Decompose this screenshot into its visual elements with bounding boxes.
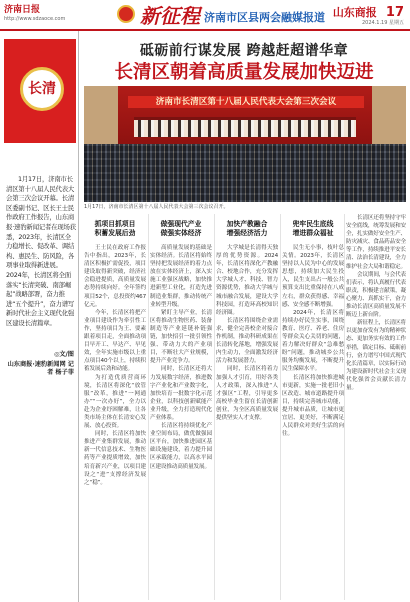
article-paragraph: 长清区将加快推进城市更新，实施一批老旧小区改造、城市道路提升项目，持续完善城市功能，提升城市品质，让城市更宜居、更美好，不断满足人民群众对美好生活的向往。: [282, 374, 344, 438]
column-divider: [344, 214, 345, 600]
paper-name: 山东商报: [332, 6, 377, 19]
district-name: 长清: [28, 81, 56, 97]
article-paragraph: 王士民在政府工作报告中指出，2023年，长清区积极扩需促投，项目建设取得新突破，经济社会稳进提质，高质量发展态势持续向好。全年签约项目52个，总投资约467亿元。: [84, 245, 146, 308]
article-column-1: [84, 214, 146, 600]
article-column-3: [216, 214, 278, 600]
newspaper-logo: [4, 2, 74, 16]
sidebar-intro: 1月17日，济南市长清区第十八届人民代表大会第三次会议开幕。长清区委副书记、区长王士民作政府工作报告，山东商报·速豹新闻记者在现场获悉，2023年，长清区全力稳增长、促改革、调结构、惠民生、防风险，各项事业取得新进展。2024年，长清区将全面落实“长清突破、南部崛起”战略部署，奋力推进“五个提升”，奋力谱写新时代社会主义现代化强区建设长清篇章。: [6, 175, 76, 327]
article-paragraph: 2024年，长清区将持续办好民生实事，围绕教育、医疗、养老、住房等群众关心关切的问题，着力解决好群众“急难愁盼”问题，推动城乡公共服务均衡发展，不断提升民生保障水平。: [282, 309, 344, 373]
website-url: http://www.sdzaoce.com: [4, 16, 66, 22]
photo-banner-text: 济南市长清区第十八届人民代表大会第三次会议: [128, 96, 364, 108]
column-divider: [214, 214, 215, 600]
byline-reporter: 山东商报·速豹新闻网 记者 杨子菲: [7, 361, 74, 376]
page-number: 17: [385, 5, 404, 20]
photo-caption: 1月17日，济南市长清区第十八届人民代表大会第三次会议召开。: [84, 204, 229, 210]
article-paragraph: 高质量发展的基础是实体经济。长清区将始终坚持把发展经济的着力点放在实体经济上，深入实施工业强区战略，加快推进新型工业化，打造先进制造业集群，推动传统产业转型升级。: [150, 245, 212, 308]
district-badge: [20, 67, 64, 111]
logo-text: 济南日报: [4, 5, 41, 15]
section-subhead: 兜牢民生底线 增进群众福祉: [292, 220, 334, 237]
article-paragraph: 为打造优质营商环境，长清区将深化“放管服”改革，推进“一网通办”“一次办好”，全力以赴为企业纾困解难，让各类市场主体在长清安心发展、放心投资。: [84, 374, 146, 430]
article-paragraph: 大学城是长清得天独厚的优势资源。2024年，长清区将深化产教融合、校地合作，充分发挥大学城人才、科技、智力资源优势，推动大学城与城市融合发展，建设大学科技园，打造环高校知识经济圈。: [216, 245, 278, 316]
article-paragraph: 会议期间，与会代表们表示，将认真履行代表职责，积极建言献策，凝心聚力、真抓实干，奋力推动长清区高质量发展不断迈上新台阶。: [346, 271, 406, 319]
article-paragraph: 长清区将围绕企业需求，健全完善校企对接合作机制，推动科研成果在长清转化落地，增强发展内生动力，全面激发经济活力和发展潜力。: [216, 317, 278, 365]
article-paragraph: 同时，长清区将着力加强人才引育，用好各类人才政策，深入推进“人才强区”工程，引导更多高校毕业生留在长清创新创业，为全区高质量发展提供坚实人才支撑。: [216, 366, 278, 421]
article-paragraph: 同时，长清区将加快推进产业集群发展，推动新一代信息技术、生物医药等产业提质增效，加快培育新兴产业，以项目建设之“进”支撑经济发展之“稳”。: [84, 431, 146, 486]
article-column-4: [282, 214, 344, 600]
meeting-photo: [84, 86, 406, 202]
photo-pillar-left: [84, 86, 118, 144]
column-subtitle: 济南市区县两会融媒报道: [204, 11, 325, 24]
article-paragraph: 同时，长清区还将大力发展数字经济，推进数字产业化和产业数字化，加快培育一批数字化示范企业，以科技创新赋能产业升级，全力打造现代化产业体系。: [150, 366, 212, 421]
kicker-headline: 砥砺前行谋发展 跨越赶超谱华章: [139, 43, 349, 59]
section-subhead: 做强现代产业 做强实体经济: [160, 220, 202, 237]
column-title: 新征程: [140, 4, 200, 28]
section-subhead: 抓项目抓项目 积蓄发展后劲: [94, 220, 136, 237]
article-paragraph: 民生无小事，枝叶总关情。2023年，长清区坚持以人民为中心的发展思想，持续加大民生投入，民生支出占一般公共预算支出比重保持在八成左右，群众获得感、幸福感、安全感不断增强。: [282, 245, 344, 308]
article-column-2: [150, 214, 212, 600]
article-paragraph: 新征程上，长清区将以更加奋发有为的精神状态、更加务实有效的工作举措，锚定目标、砥砺前行，奋力谱写中国式现代化长清篇章，以实际行动为建设新时代社会主义现代化强省会贡献长清力量。: [346, 320, 406, 391]
article-paragraph: 今年，长清区将把产业项目建设作为牵引性工作，坚持项目为王、要素跟着项目走，全面推动项目早开工、早达产、早见效，全年实施市级以上重点项目40个以上，持续积蓄发展后劲和动能。: [84, 309, 146, 373]
emblem-icon: [117, 5, 135, 23]
main-headline: 长清区朝着高质量发展加快迈进: [114, 62, 374, 83]
article-column-5: [346, 214, 406, 600]
section-subhead: 加快产教融合 增强经济活力: [226, 220, 268, 237]
article-paragraph: 长清区还将坚持守牢安全底线，统筹发展和安全，扎实做好安全生产、防灾减灾、食品药品安全等工作，持续推进平安长清、法治长清建设，全力维护社会大局和谐稳定。: [346, 215, 406, 270]
byline-photo: ◎文/图: [53, 351, 74, 358]
photo-pillar-right: [372, 86, 406, 144]
masthead: [0, 0, 410, 30]
article-paragraph: 长清区将持续优化产业空间布局，做优做强园区平台，加快推进园区基础设施建设，着力提升园区承载能力，以高水平园区建设推动高质量发展。: [150, 423, 212, 470]
district-banner: [4, 39, 76, 143]
sidebar: [0, 31, 78, 602]
photo-audience-rows: [84, 144, 406, 202]
masthead-right: [333, 1, 404, 27]
column-divider: [148, 214, 149, 600]
sidebar-divider: [78, 31, 79, 602]
photo-presidium: [134, 117, 356, 137]
article-paragraph: 紧盯主导产业，长清区将推动生物医药、装备制造等产业延链补链强链，加快招引一批引领性强、带动力大的产业项目，不断壮大产业规模，提升产业竞争力。: [150, 309, 212, 365]
issue-date: 2024.1.19 星期五: [361, 20, 404, 26]
column-divider: [280, 214, 281, 600]
